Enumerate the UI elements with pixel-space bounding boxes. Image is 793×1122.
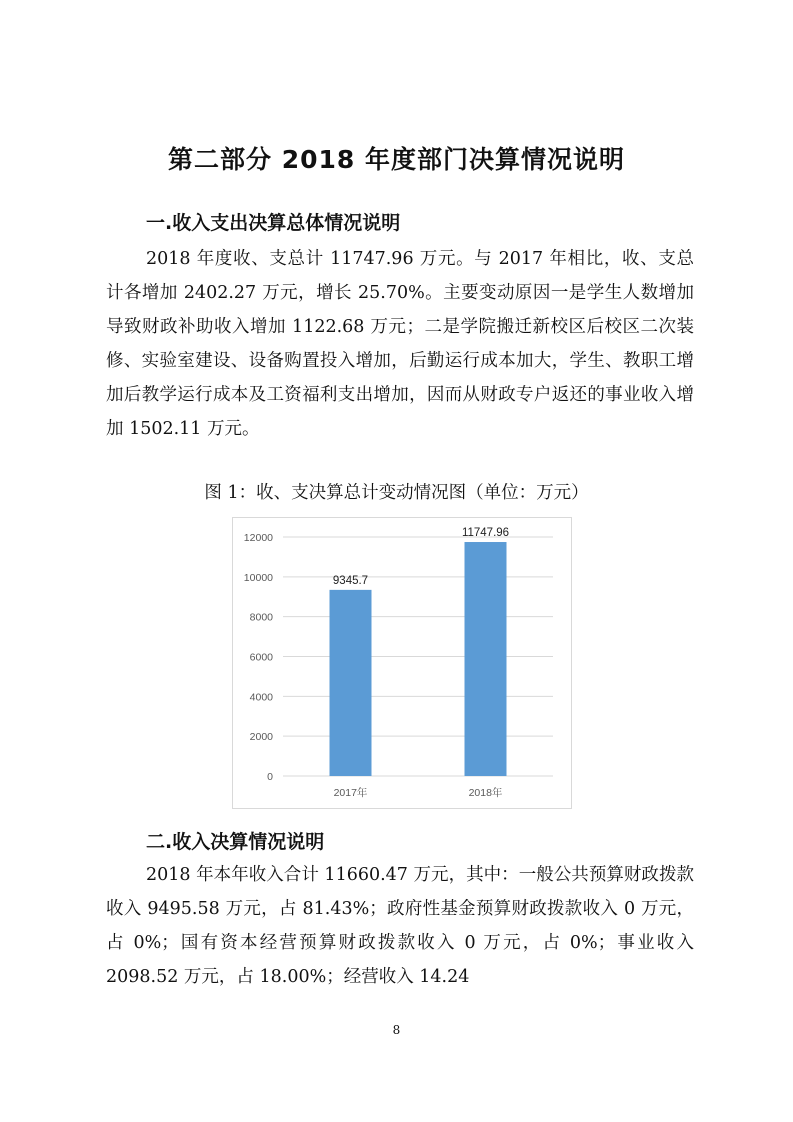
paragraph-1 [106,242,694,446]
y-tick-label: 10000 [243,571,273,584]
y-tick-label: 4000 [249,691,273,704]
paragraph-2-text: 2018 年本年收入合计 11660.47 万元，其中：一般公共预算财政拨款收入 9495.58 万元，占 81.43%；政府性基金预算财政拨款收入 0 万元，占 0%；国有资本经营预算财政拨款收入 0 万元，占 0%；事业收入 2098.52 万元，占 18.00%；经营收入 14.24 [106,865,694,987]
section-heading-1: 一.收入支出决算总体情况说明 [146,212,401,234]
bar-chart-svg [233,518,571,808]
y-tick-label: 12000 [243,532,273,544]
section-heading-2: 二.收入决算情况说明 [146,831,325,853]
page-number: 8 [392,1023,401,1037]
paragraph-2 [106,858,694,994]
y-tick-label: 6000 [249,651,273,664]
page-title: 第二部分 2018 年度部门决算情况说明 [168,145,625,174]
x-tick-label: 2017年 [333,787,368,799]
x-tick-label: 2018年 [468,787,503,799]
bar [330,590,372,776]
y-tick-label: 0 [267,771,273,783]
paragraph-1-text: 2018 年度收、支总计 11747.96 万元。与 2017 年相比，收、支总计各增加 2402.27 万元，增长 25.70%。主要变动原因一是学生人数增加导致财政补助收入增加 1122.68 万元；二是学院搬迁新校区后校区二次装修、实验室建设、设备购置投入增加，后勤运行成本加大，学生、教职工增加后教学运行成本及工资福利支出增加，因而从财政专户返还的事业收入增加 1502.11 万元。 [106,249,694,439]
y-tick-label: 8000 [249,611,273,624]
data-label: 9345.7 [332,574,369,587]
y-tick-label: 2000 [249,731,273,744]
figure-caption: 图 1：收、支决算总计变动情况图（单位：万元） [204,483,589,503]
data-label: 11747.96 [461,527,510,540]
bar-chart [232,517,572,809]
bar [465,542,507,776]
